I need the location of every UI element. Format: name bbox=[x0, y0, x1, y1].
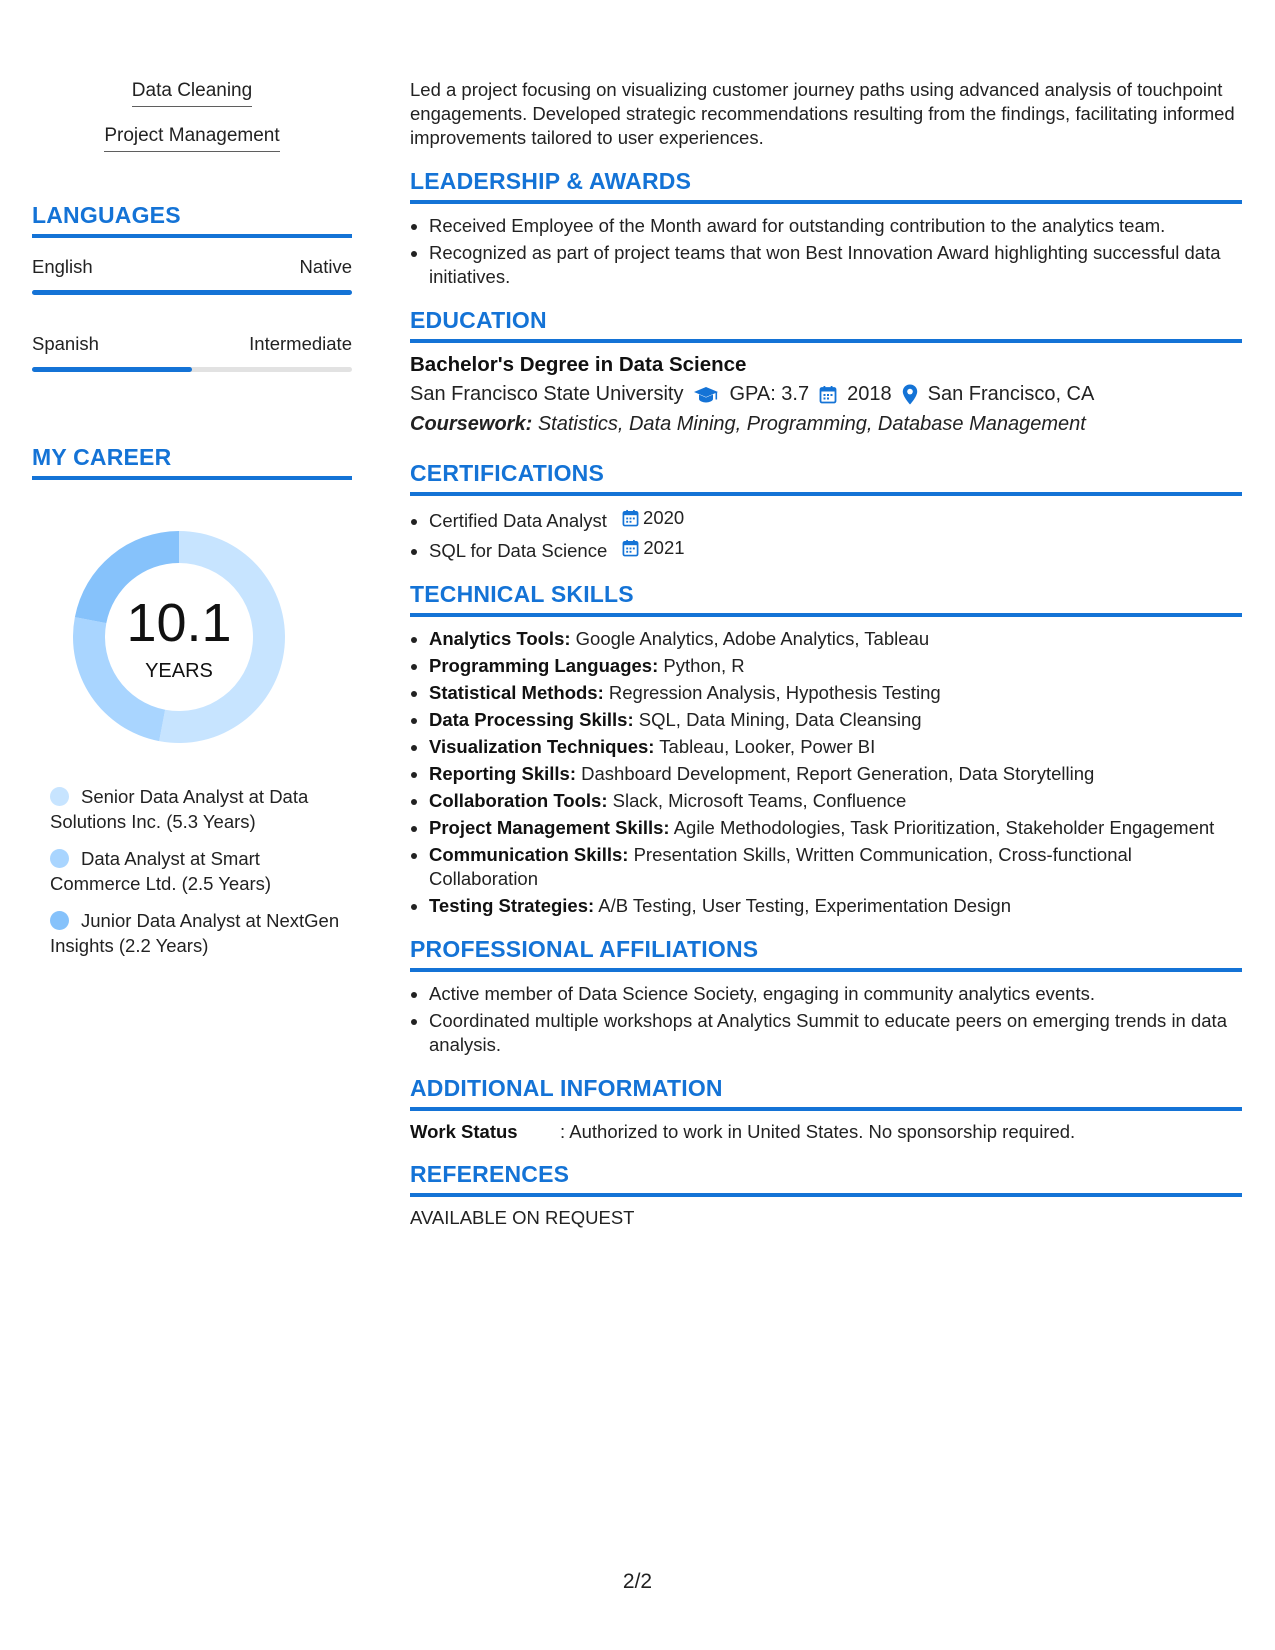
skill-item bbox=[429, 627, 1242, 651]
affiliations-title: PROFESSIONAL AFFILIATIONS bbox=[410, 936, 1242, 972]
language-name: Spanish bbox=[32, 333, 99, 354]
education-gpa: GPA: 3.7 bbox=[729, 383, 810, 405]
list-item: • Recognized as part of project teams that won Best Innovation Award highlighting successful data initiatives. bbox=[429, 241, 1242, 289]
skill-value: A/B Testing, User Testing, Experimentation Design bbox=[598, 895, 1011, 916]
skill-label: Reporting Skills: bbox=[429, 763, 576, 784]
career-legend-label: Data Analyst at Smart Commerce Ltd. (2.5 Years) bbox=[50, 848, 272, 894]
certifications-list bbox=[410, 506, 1242, 563]
list-item: • Active member of Data Science Society, engaging in community analytics events. bbox=[429, 982, 1242, 1006]
certification-item bbox=[429, 536, 1242, 563]
certification-name: Certified Data Analyst bbox=[429, 510, 607, 531]
calendar-icon bbox=[622, 509, 639, 527]
certifications-title: CERTIFICATIONS bbox=[410, 460, 1242, 496]
education-title: EDUCATION bbox=[410, 307, 1242, 343]
language-level: Intermediate bbox=[249, 333, 352, 354]
work-status-row bbox=[410, 1121, 1242, 1143]
skill-value: Dashboard Development, Report Generation, Data Storytelling bbox=[581, 763, 1095, 784]
education-meta bbox=[410, 383, 1242, 406]
certification-year: 2021 bbox=[643, 537, 685, 558]
career-legend-label: Junior Data Analyst at NextGen Insights (2.2 Years) bbox=[50, 910, 340, 956]
references-title: REFERENCES bbox=[410, 1161, 1242, 1197]
language-level: Native bbox=[299, 256, 352, 277]
skill-label: Project Management Skills: bbox=[429, 817, 670, 838]
language-proficiency-bar bbox=[32, 290, 352, 295]
skill-value: Agile Methodologies, Task Prioritization, Stakeholder Engagement bbox=[673, 817, 1215, 838]
skill-label: Collaboration Tools: bbox=[429, 790, 608, 811]
coursework-value: Statistics, Data Mining, Programming, Database Management bbox=[537, 413, 1086, 435]
skill-item bbox=[429, 762, 1242, 786]
references-text: AVAILABLE ON REQUEST bbox=[410, 1207, 635, 1228]
education-coursework bbox=[410, 413, 1242, 436]
skill-label: Visualization Techniques: bbox=[429, 736, 655, 757]
list-item: • Received Employee of the Month award for outstanding contribution to the analytics team. bbox=[429, 214, 1242, 238]
language-name: English bbox=[32, 256, 93, 277]
technical-skills-list bbox=[410, 627, 1242, 918]
certification-year: 2020 bbox=[643, 507, 685, 528]
career-donut-chart bbox=[66, 524, 292, 750]
skill-label: Analytics Tools: bbox=[429, 628, 571, 649]
calendar-icon bbox=[622, 539, 639, 557]
language-item bbox=[32, 256, 352, 295]
skill-label: Communication Skills: bbox=[429, 844, 629, 865]
skill-value: SQL, Data Mining, Data Cleansing bbox=[638, 709, 922, 730]
list-item: • Coordinated multiple workshops at Analytics Summit to educate peers on emerging trends in data analysis. bbox=[429, 1009, 1242, 1057]
languages-title: LANGUAGES bbox=[32, 202, 352, 238]
skill-value: Google Analytics, Adobe Analytics, Tableau bbox=[575, 628, 930, 649]
legend-dot bbox=[50, 787, 69, 806]
coursework-label: Coursework: bbox=[410, 413, 533, 435]
skill-tags bbox=[32, 80, 352, 170]
project-summary: Led a project focusing on visualizing customer journey paths using advanced analysis of touchpoint engagements. Developed strategic recommendations resulting from the findings, facilitating informed improvements tailored to user experiences. bbox=[410, 79, 1235, 148]
skill-value: Python, R bbox=[663, 655, 745, 676]
career-legend-item bbox=[50, 908, 340, 958]
language-item bbox=[32, 333, 352, 372]
skill-item bbox=[429, 708, 1242, 732]
skill-label: Programming Languages: bbox=[429, 655, 659, 676]
career-title: MY CAREER bbox=[32, 444, 352, 480]
education-location: San Francisco, CA bbox=[927, 383, 1095, 405]
technical-skills-title: TECHNICAL SKILLS bbox=[410, 581, 1242, 617]
education-degree: Bachelor's Degree in Data Science bbox=[410, 353, 747, 376]
skill-item bbox=[429, 681, 1242, 705]
language-proficiency-fill bbox=[32, 367, 192, 372]
graduation-cap-icon bbox=[693, 386, 719, 404]
legend-dot bbox=[50, 911, 69, 930]
career-total-years: 10.1 bbox=[126, 593, 232, 653]
education-school: San Francisco State University bbox=[410, 383, 684, 405]
skill-item bbox=[429, 894, 1242, 918]
skill-item bbox=[429, 816, 1242, 840]
languages-list bbox=[32, 256, 352, 372]
additional-info-title: ADDITIONAL INFORMATION bbox=[410, 1075, 1242, 1111]
skill-label: Statistical Methods: bbox=[429, 682, 604, 703]
skill-item bbox=[429, 735, 1242, 759]
skill-item bbox=[429, 789, 1242, 813]
leadership-list bbox=[410, 214, 1242, 289]
career-legend-label: Senior Data Analyst at Data Solutions Inc. (5.3 Years) bbox=[50, 786, 309, 832]
page-number: 2/2 bbox=[622, 1570, 653, 1593]
right-column bbox=[410, 78, 1242, 1229]
career-legend-item bbox=[50, 846, 340, 896]
skill-label: Testing Strategies: bbox=[429, 895, 595, 916]
career-legend bbox=[50, 784, 340, 958]
certification-name: SQL for Data Science bbox=[429, 540, 608, 561]
legend-dot bbox=[50, 849, 69, 868]
career-total-unit: YEARS bbox=[145, 660, 213, 682]
language-proficiency-bar bbox=[32, 367, 352, 372]
left-column bbox=[32, 80, 352, 970]
work-status-value: : Authorized to work in United States. No sponsorship required. bbox=[560, 1121, 1076, 1142]
skill-item bbox=[429, 843, 1242, 891]
skill-value: Slack, Microsoft Teams, Confluence bbox=[612, 790, 907, 811]
skill-value: Regression Analysis, Hypothesis Testing bbox=[608, 682, 941, 703]
skill-label: Data Processing Skills: bbox=[429, 709, 634, 730]
leadership-title: LEADERSHIP & AWARDS bbox=[410, 168, 1242, 204]
work-status-label: Work Status bbox=[410, 1121, 518, 1142]
affiliations-list bbox=[410, 982, 1242, 1057]
skill-tag: Project Management bbox=[104, 125, 279, 152]
education-year: 2018 bbox=[847, 383, 892, 405]
calendar-icon bbox=[819, 385, 837, 404]
skill-value: Tableau, Looker, Power BI bbox=[659, 736, 876, 757]
career-legend-item bbox=[50, 784, 340, 834]
location-pin-icon bbox=[902, 384, 918, 405]
skill-item bbox=[429, 654, 1242, 678]
certification-item bbox=[429, 506, 1242, 533]
skill-tag: Data Cleaning bbox=[132, 80, 252, 107]
skill-value: Presentation Skills, Written Communication, Cross-functional Collaboration bbox=[429, 844, 1132, 889]
language-proficiency-fill bbox=[32, 290, 352, 295]
